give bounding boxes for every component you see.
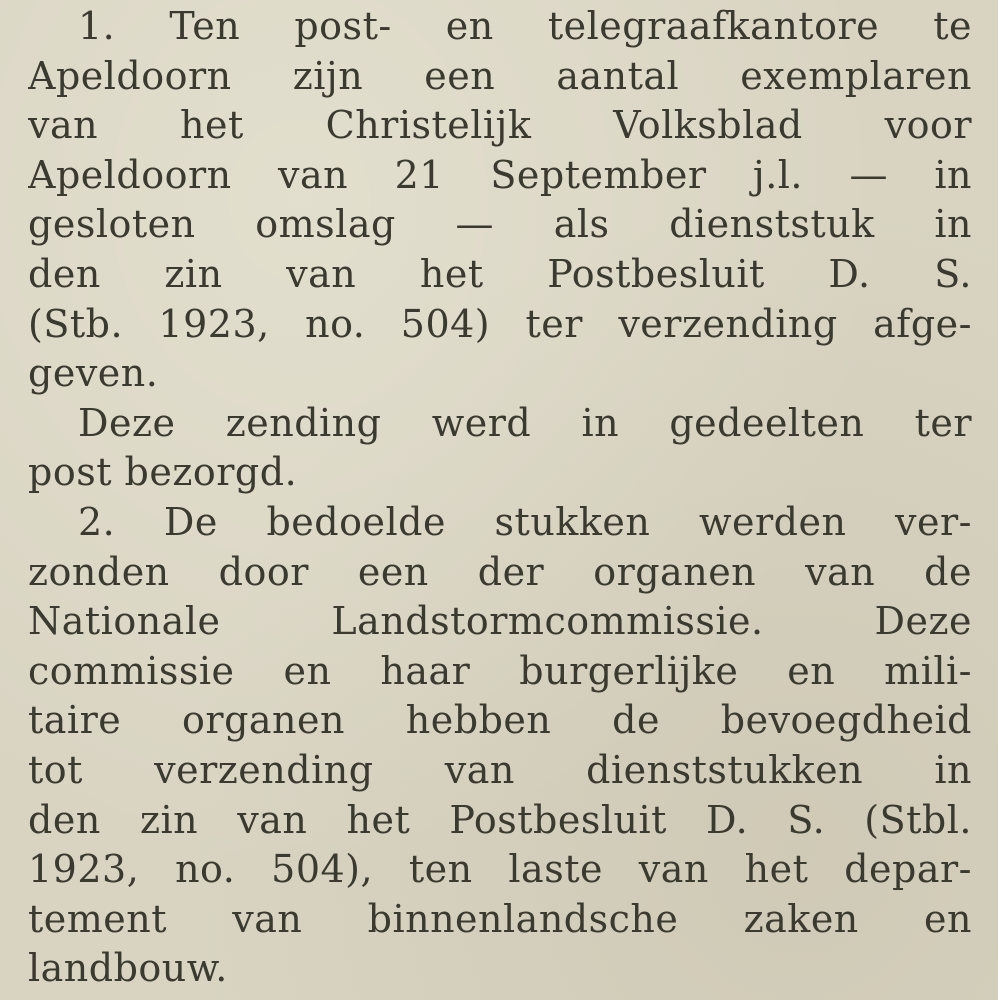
paragraph-3-line-8: 1923, no. 504), ten laste van het depar-: [28, 847, 972, 892]
paragraph-1-line-5: gesloten omslag — als dienststuk in: [28, 202, 972, 247]
paragraph-1-line-3: van het Christelijk Volksblad voor: [28, 103, 972, 148]
paragraph-3-line-5: taire organen hebben de bevoegdheid: [28, 698, 972, 743]
paragraph-2-line-2: post bezorgd.: [28, 450, 298, 495]
paragraph-1-line-4: Apeldoorn van 21 September j.l. — in: [28, 152, 972, 197]
paragraph-3-line-4: commissie en haar burgerlijke en mili-: [28, 648, 972, 693]
paragraph-3-line-2: zonden door een der organen van de: [28, 549, 972, 594]
paragraph-1-line-1: 1. Ten post- en telegraafkantore te: [78, 4, 972, 48]
paragraph-2-line-1: Deze zending werd in gedeelten ter: [78, 400, 972, 445]
paragraph-3-line-9: tement van binnenlandsche zaken en: [28, 896, 972, 941]
paragraph-3-line-3: Nationale Landstormcommissie. Deze: [28, 599, 972, 644]
paragraph-3-line-6: tot verzending van dienststukken in: [28, 747, 972, 792]
paragraph-1-line-7: (Stb. 1923, no. 504) ter verzending afge-: [28, 301, 972, 346]
paragraph-3-line-1: 2. De bedoelde stukken werden ver-: [78, 499, 972, 544]
paragraph-1-line-6: den zin van het Postbesluit D. S.: [28, 251, 972, 296]
article-body: [28, 2, 972, 994]
paragraph-3-line-7: den zin van het Postbesluit D. S. (Stbl.: [28, 797, 972, 842]
paragraph-3-line-10: landbouw.: [28, 946, 228, 991]
paragraph-1-line-8: geven.: [28, 351, 159, 396]
paragraph-1-line-2: Apeldoorn zijn een aantal exemplaren: [28, 53, 972, 98]
